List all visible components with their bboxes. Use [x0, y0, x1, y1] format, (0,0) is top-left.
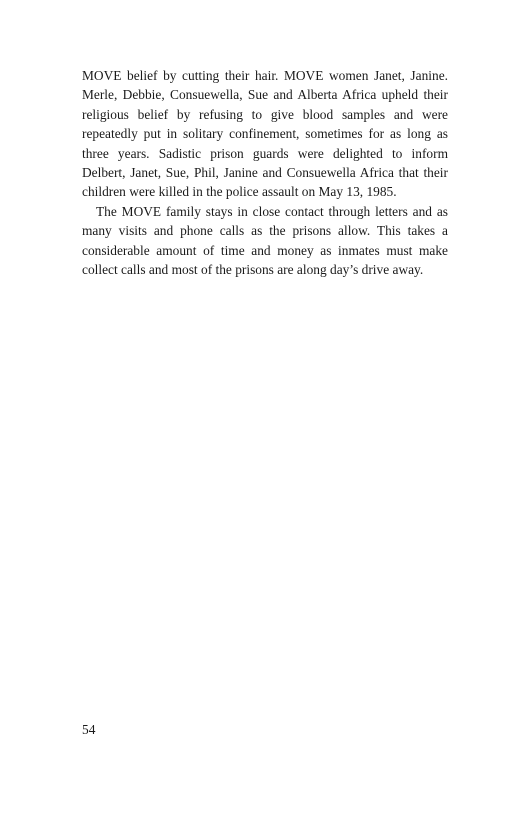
paragraph-2: The MOVE family stays in close contact through letters and as many visits and phone calls as the prisons allow. This takes a considerable amount of time and money as inmates must make collect calls and most of the prisons are along day’s drive away.	[82, 203, 448, 278]
page-body	[82, 66, 448, 279]
paragraph-1: MOVE belief by cutting their hair. MOVE women Janet, Janine. Merle, Debbie, Consuewella, Sue and Alberta Africa upheld their religious belief by refusing to give blood samples and were repeatedly put in solitary confinement, sometimes for as long as three years. Sadistic prison guards were delighted to inform Delbert, Janet, Sue, Phil, Janine and Consuewella Africa that their children were killed in the police assault on May 13, 1985.	[82, 68, 448, 200]
page-number: 54	[82, 722, 96, 737]
